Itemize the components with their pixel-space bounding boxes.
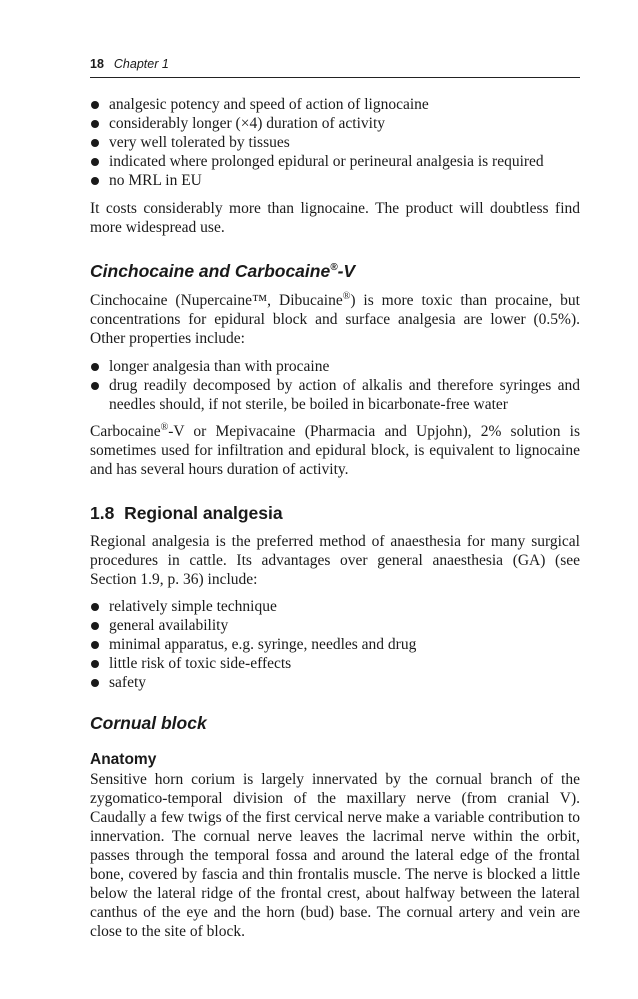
bullet-list-properties <box>90 95 580 190</box>
bullet-icon <box>91 382 99 390</box>
subheading-anatomy: Anatomy <box>90 751 157 768</box>
chapter-label: Chapter 1 <box>113 57 169 71</box>
bullet-icon <box>91 139 99 147</box>
bullet-icon <box>91 177 99 185</box>
bullet-icon <box>91 679 99 687</box>
list-item: relatively simple technique <box>90 597 580 616</box>
bullet-list-cinchocaine <box>90 357 580 414</box>
paragraph-cost: It costs considerably more than lignocaine. The product will doubtless find more widespread use. <box>90 200 580 236</box>
list-item: drug readily decomposed by action of alkalis and therefore syringes and needles should, if not sterile, be boiled in bicarbonate-free water <box>90 376 580 414</box>
bullet-icon <box>91 158 99 166</box>
list-item: considerably longer (×4) duration of activity <box>90 114 580 133</box>
bullet-icon <box>91 603 99 611</box>
heading-cinchocaine: Cinchocaine and Carbocaine®-V <box>90 261 356 281</box>
list-item: longer analgesia than with procaine <box>90 357 580 376</box>
list-item: safety <box>90 673 580 692</box>
page-number: 18 <box>90 57 104 71</box>
bullet-list-advantages <box>90 597 580 692</box>
paragraph-cinchocaine: Cinchocaine (Nupercaine™, Dibucaine®) is more toxic than procaine, but concentrations for epidural block and surface analgesia are lower (0.5%). Other properties include: <box>90 290 580 347</box>
list-item: very well tolerated by tissues <box>90 133 580 152</box>
paragraph-regional: Regional analgesia is the preferred method of anaesthesia for many surgical procedures in cattle. Its advantages over general anaesthesia (GA) (see Section 1.9, p. 36) include: <box>90 533 580 588</box>
section-heading-regional-analgesia: 1.8 Regional analgesia <box>90 503 283 523</box>
bullet-icon <box>91 120 99 128</box>
list-item: indicated where prolonged epidural or perineural analgesia is required <box>90 152 580 171</box>
bullet-icon <box>91 101 99 109</box>
list-item: general availability <box>90 616 580 635</box>
bullet-icon <box>91 622 99 630</box>
running-head <box>90 57 580 78</box>
heading-cornual-block: Cornual block <box>90 713 207 733</box>
list-item: no MRL in EU <box>90 171 580 190</box>
list-item: analgesic potency and speed of action of lignocaine <box>90 95 580 114</box>
list-item: minimal apparatus, e.g. syringe, needles and drug <box>90 635 580 654</box>
paragraph-carbocaine: Carbocaine®-V or Mepivacaine (Pharmacia and Upjohn), 2% solution is sometimes used for infiltration and epidural block, is equivalent to lignocaine and has several hours duration of activity. <box>90 421 580 478</box>
bullet-icon <box>91 641 99 649</box>
bullet-icon <box>91 363 99 371</box>
paragraph-anatomy: Sensitive horn corium is largely innervated by the cornual branch of the zygomatico-temporal division of the maxillary nerve (from cranial V). Caudally a few twigs of the first cervical nerve make a variable contribution to innervation. The cornual nerve leaves the lacrimal nerve within the orbit, passes through the temporal fossa and around the lateral edge of the frontal bone, covered by fascia and thin frontalis muscle. The nerve is blocked a little below the lateral ridge of the frontal crest, about halfway between the lateral canthus of the eye and the horn (bud) base. The cornual artery and vein are close to the site of block. <box>90 771 580 940</box>
list-item: little risk of toxic side-effects <box>90 654 580 673</box>
bullet-icon <box>91 660 99 668</box>
